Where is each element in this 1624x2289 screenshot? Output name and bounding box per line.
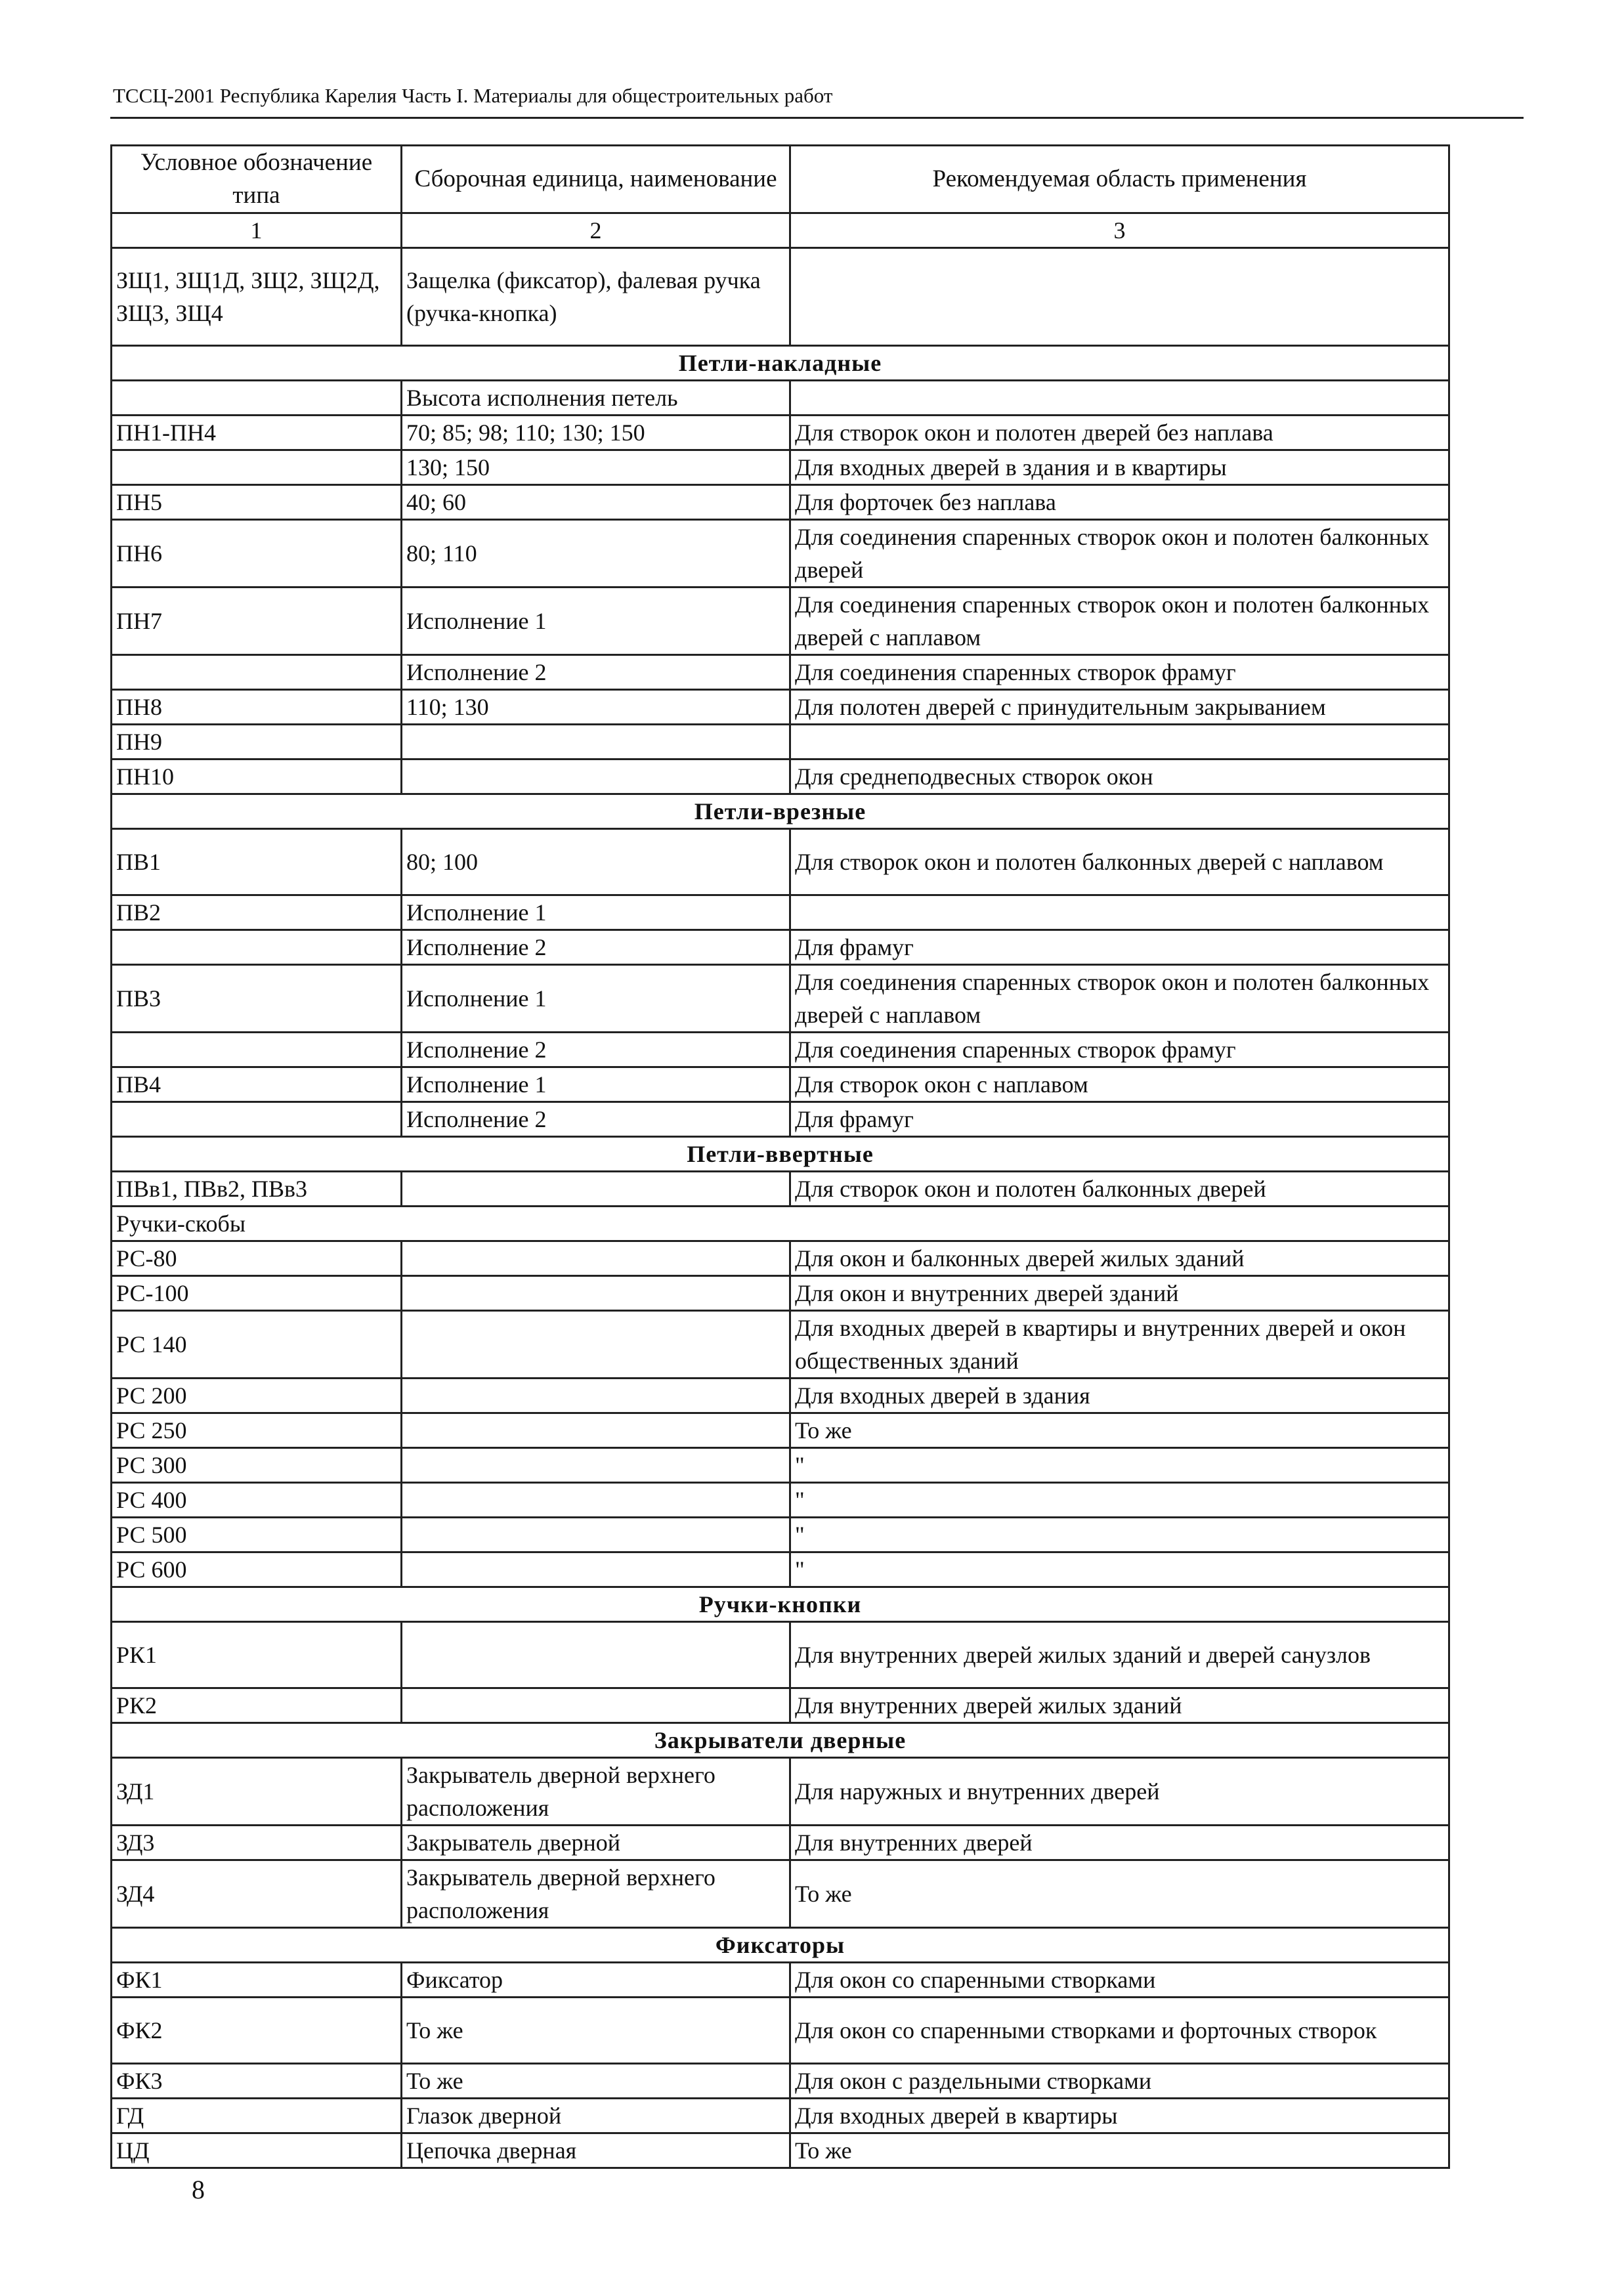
- column-header-type: Условное обозначение типа: [112, 146, 402, 213]
- application-cell: Для окон и балконных дверей жилых зданий: [790, 1241, 1449, 1276]
- assembly-unit-cell: Исполнение 2: [402, 1033, 790, 1067]
- type-designation-cell: ФК2: [112, 1998, 402, 2064]
- assembly-unit-cell: [402, 1172, 790, 1207]
- type-designation-cell: ЗД1: [112, 1758, 402, 1826]
- table-row: [112, 1379, 1449, 1413]
- assembly-unit-cell: [402, 1688, 790, 1723]
- table-row: [112, 1998, 1449, 2064]
- assembly-unit-cell: Исполнение 1: [402, 1067, 790, 1102]
- application-cell: Для соединения спаренных створок окон и полотен балконных дверей с наплавом: [790, 588, 1449, 655]
- application-cell: Для полотен дверей с принудительным закрыванием: [790, 690, 1449, 725]
- section-heading: Петли-ввертные: [112, 1137, 1449, 1172]
- table-row: [112, 829, 1449, 895]
- application-cell: Для соединения спаренных створок окон и полотен балконных дверей с наплавом: [790, 965, 1449, 1033]
- table-row: [112, 1413, 1449, 1448]
- assembly-unit-cell: 80; 110: [402, 520, 790, 588]
- table-row: [112, 930, 1449, 965]
- application-cell: Для входных дверей в здания: [790, 1379, 1449, 1413]
- assembly-unit-cell: Исполнение 1: [402, 895, 790, 930]
- application-cell: То же: [790, 2133, 1449, 2168]
- table-row: [112, 485, 1449, 520]
- type-designation-cell: ПВ3: [112, 965, 402, 1033]
- column-number-row: [112, 213, 1449, 248]
- assembly-unit-cell: Фиксатор: [402, 1963, 790, 1998]
- assembly-unit-cell: Защелка (фиксатор), фалевая ручка (ручка-кнопка): [402, 248, 790, 346]
- type-designation-cell: ПВ4: [112, 1067, 402, 1102]
- table-row: [112, 1826, 1449, 1860]
- type-designation-cell: [112, 655, 402, 690]
- type-designation-cell: ПН8: [112, 690, 402, 725]
- table-row: [112, 1172, 1449, 1207]
- type-designation-cell: [112, 450, 402, 485]
- section-heading-row: [112, 1137, 1449, 1172]
- assembly-unit-cell: 40; 60: [402, 485, 790, 520]
- application-cell: ": [790, 1483, 1449, 1518]
- application-cell: Для соединения спаренных створок фрамуг: [790, 655, 1449, 690]
- table-row: [112, 2133, 1449, 2168]
- assembly-unit-cell: То же: [402, 2064, 790, 2099]
- table-row: [112, 1688, 1449, 1723]
- application-cell: Для внутренних дверей жилых зданий и дверей санузлов: [790, 1622, 1449, 1688]
- application-cell: ": [790, 1518, 1449, 1552]
- application-cell: [790, 381, 1449, 416]
- table-row: [112, 1311, 1449, 1379]
- type-designation-cell: ГД: [112, 2099, 402, 2133]
- application-cell: Для входных дверей в квартиры: [790, 2099, 1449, 2133]
- table-row: [112, 1102, 1449, 1137]
- type-designation-cell: ФК1: [112, 1963, 402, 1998]
- application-cell: Для входных дверей в здания и в квартиры: [790, 450, 1449, 485]
- section-heading-row: [112, 1928, 1449, 1963]
- assembly-unit-cell: [402, 725, 790, 759]
- assembly-unit-cell: Закрыватель дверной: [402, 1826, 790, 1860]
- table-row: [112, 1622, 1449, 1688]
- section-heading-row: [112, 794, 1449, 829]
- application-cell: Для створок окон и полотен дверей без наплава: [790, 416, 1449, 450]
- table-row: [112, 895, 1449, 930]
- type-designation-cell: РС 200: [112, 1379, 402, 1413]
- table-row: [112, 248, 1449, 346]
- application-cell: Для внутренних дверей жилых зданий: [790, 1688, 1449, 1723]
- application-cell: Для фрамуг: [790, 1102, 1449, 1137]
- assembly-unit-cell: 130; 150: [402, 450, 790, 485]
- table-row: [112, 759, 1449, 794]
- section-heading-row: [112, 346, 1449, 381]
- section-heading: Ручки-кнопки: [112, 1587, 1449, 1622]
- column-header-application: Рекомендуемая область применения: [790, 146, 1449, 213]
- type-designation-cell: ПВ2: [112, 895, 402, 930]
- assembly-unit-cell: [402, 1518, 790, 1552]
- table-row: [112, 381, 1449, 416]
- assembly-unit-cell: [402, 1276, 790, 1311]
- type-designation-cell: ПВ1: [112, 829, 402, 895]
- table-row: [112, 416, 1449, 450]
- table-row: [112, 588, 1449, 655]
- type-designation-cell: ЗД4: [112, 1860, 402, 1928]
- application-cell: Для форточек без наплава: [790, 485, 1449, 520]
- assembly-unit-cell: [402, 1241, 790, 1276]
- table-row: [112, 1241, 1449, 1276]
- application-cell: [790, 725, 1449, 759]
- application-cell: Для окон с раздельными створками: [790, 2064, 1449, 2099]
- section-heading-row: [112, 1587, 1449, 1622]
- type-designation-cell: ЗЩ1, ЗЩ1Д, ЗЩ2, ЗЩ2Д, ЗЩ3, ЗЩ4: [112, 248, 402, 346]
- type-designation-cell: ЗД3: [112, 1826, 402, 1860]
- type-designation-cell: РС-80: [112, 1241, 402, 1276]
- table-row: [112, 1276, 1449, 1311]
- assembly-unit-cell: [402, 1311, 790, 1379]
- type-designation-cell: РС 500: [112, 1518, 402, 1552]
- assembly-unit-cell: Закрыватель дверной верхнего расположения: [402, 1860, 790, 1928]
- type-designation-cell: ПВв1, ПВв2, ПВв3: [112, 1172, 402, 1207]
- application-cell: ": [790, 1448, 1449, 1483]
- assembly-unit-cell: 110; 130: [402, 690, 790, 725]
- table-row: [112, 1483, 1449, 1518]
- assembly-unit-cell: Исполнение 2: [402, 930, 790, 965]
- table-row: [112, 725, 1449, 759]
- application-cell: Для входных дверей в квартиры и внутренних дверей и окон общественных зданий: [790, 1311, 1449, 1379]
- table-row: [112, 655, 1449, 690]
- running-header: ТССЦ-2001 Республика Карелия Часть I. Материалы для общестроительных работ: [113, 84, 833, 107]
- application-cell: Для внутренних дверей: [790, 1826, 1449, 1860]
- application-cell: Для окон со спаренными створками и форточных створок: [790, 1998, 1449, 2064]
- type-designation-cell: [112, 1102, 402, 1137]
- type-designation-cell: ЦД: [112, 2133, 402, 2168]
- type-designation-cell: РК2: [112, 1688, 402, 1723]
- table-header-row: [112, 146, 1449, 213]
- application-cell: Для среднеподвесных створок окон: [790, 759, 1449, 794]
- assembly-unit-cell: Закрыватель дверной верхнего расположения: [402, 1758, 790, 1826]
- table-row: [112, 1963, 1449, 1998]
- application-cell: Для створок окон с наплавом: [790, 1067, 1449, 1102]
- assembly-unit-cell: Исполнение 2: [402, 1102, 790, 1137]
- section-heading-row: [112, 1207, 1449, 1241]
- type-designation-cell: РС 600: [112, 1552, 402, 1587]
- table-row: [112, 2064, 1449, 2099]
- assembly-unit-cell: [402, 1448, 790, 1483]
- section-heading: Петли-накладные: [112, 346, 1449, 381]
- section-heading: Фиксаторы: [112, 1928, 1449, 1963]
- type-designation-cell: ПН1-ПН4: [112, 416, 402, 450]
- table-row: [112, 1518, 1449, 1552]
- table-row: [112, 1067, 1449, 1102]
- column-header-unit: Сборочная единица, наименование: [402, 146, 790, 213]
- header-rule: [110, 117, 1524, 119]
- application-cell: Для створок окон и полотен балконных дверей: [790, 1172, 1449, 1207]
- assembly-unit-cell: [402, 1379, 790, 1413]
- column-number: 3: [790, 213, 1449, 248]
- application-cell: Для окон и внутренних дверей зданий: [790, 1276, 1449, 1311]
- table-row: [112, 965, 1449, 1033]
- type-designation-cell: ПН10: [112, 759, 402, 794]
- type-designation-cell: [112, 930, 402, 965]
- section-heading: Закрыватели дверные: [112, 1723, 1449, 1758]
- application-cell: ": [790, 1552, 1449, 1587]
- table-body: [112, 213, 1449, 2168]
- assembly-unit-cell: 80; 100: [402, 829, 790, 895]
- type-designation-cell: ПН6: [112, 520, 402, 588]
- application-cell: Для соединения спаренных створок фрамуг: [790, 1033, 1449, 1067]
- application-cell: То же: [790, 1860, 1449, 1928]
- type-designation-cell: [112, 381, 402, 416]
- table-row: [112, 1758, 1449, 1826]
- type-designation-cell: РС 400: [112, 1483, 402, 1518]
- type-designation-cell: ПН7: [112, 588, 402, 655]
- table-row: [112, 450, 1449, 485]
- application-cell: Для соединения спаренных створок окон и полотен балконных дверей: [790, 520, 1449, 588]
- hardware-types-table: [110, 144, 1450, 2169]
- application-cell: Для створок окон и полотен балконных дверей с наплавом: [790, 829, 1449, 895]
- column-number: 1: [112, 213, 402, 248]
- type-designation-cell: ПН9: [112, 725, 402, 759]
- type-designation-cell: РС-100: [112, 1276, 402, 1311]
- assembly-unit-cell: [402, 1552, 790, 1587]
- application-cell: Для фрамуг: [790, 930, 1449, 965]
- assembly-unit-cell: [402, 1622, 790, 1688]
- column-number: 2: [402, 213, 790, 248]
- table-row: [112, 690, 1449, 725]
- page-number: 8: [192, 2175, 205, 2204]
- type-designation-cell: РС 300: [112, 1448, 402, 1483]
- application-cell: [790, 895, 1449, 930]
- table-row: [112, 1552, 1449, 1587]
- assembly-unit-cell: Глазок дверной: [402, 2099, 790, 2133]
- application-cell: Для окон со спаренными створками: [790, 1963, 1449, 1998]
- table-row: [112, 2099, 1449, 2133]
- type-designation-cell: РК1: [112, 1622, 402, 1688]
- application-cell: То же: [790, 1413, 1449, 1448]
- assembly-unit-cell: Исполнение 1: [402, 588, 790, 655]
- section-heading: Петли-врезные: [112, 794, 1449, 829]
- table-row: [112, 1033, 1449, 1067]
- type-designation-cell: РС 140: [112, 1311, 402, 1379]
- assembly-unit-cell: Исполнение 2: [402, 655, 790, 690]
- type-designation-cell: ПН5: [112, 485, 402, 520]
- assembly-unit-cell: [402, 759, 790, 794]
- table-row: [112, 1860, 1449, 1928]
- application-cell: Для наружных и внутренних дверей: [790, 1758, 1449, 1826]
- application-cell: [790, 248, 1449, 346]
- type-designation-cell: ФК3: [112, 2064, 402, 2099]
- section-heading: Ручки-скобы: [112, 1207, 1449, 1241]
- assembly-unit-cell: 70; 85; 98; 110; 130; 150: [402, 416, 790, 450]
- assembly-unit-cell: [402, 1483, 790, 1518]
- table-row: [112, 1448, 1449, 1483]
- table-row: [112, 520, 1449, 588]
- assembly-unit-cell: Высота исполнения петель: [402, 381, 790, 416]
- assembly-unit-cell: То же: [402, 1998, 790, 2064]
- section-heading-row: [112, 1723, 1449, 1758]
- assembly-unit-cell: [402, 1413, 790, 1448]
- type-designation-cell: РС 250: [112, 1413, 402, 1448]
- type-designation-cell: [112, 1033, 402, 1067]
- assembly-unit-cell: Исполнение 1: [402, 965, 790, 1033]
- assembly-unit-cell: Цепочка дверная: [402, 2133, 790, 2168]
